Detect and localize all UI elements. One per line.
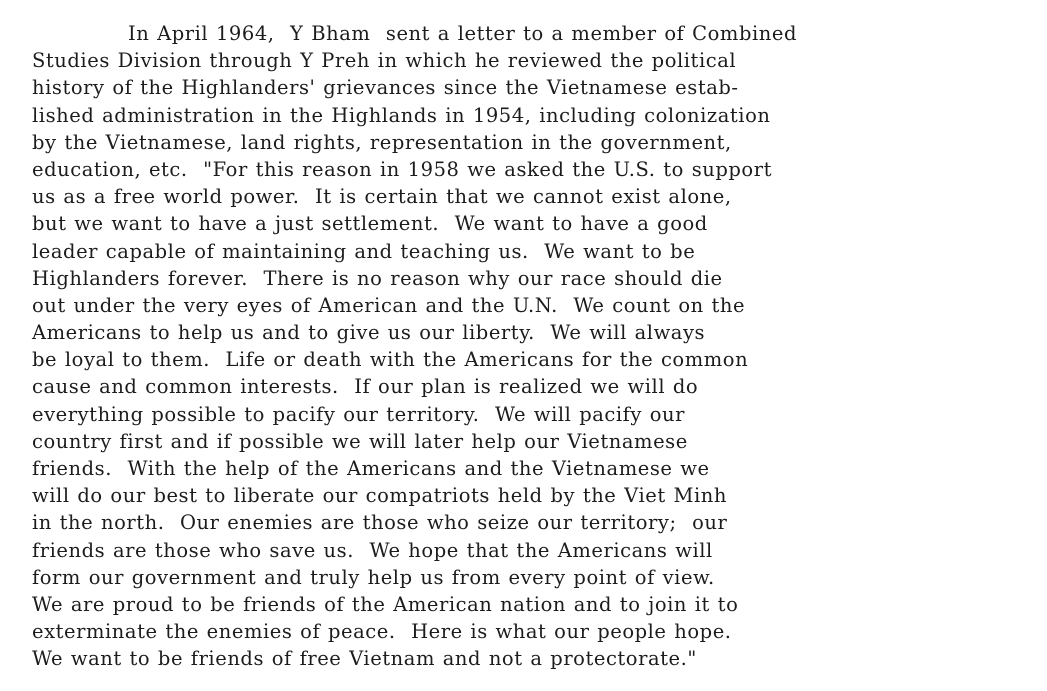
- text-line: lished administration in the Highlands in 1954, including colonization: [32, 103, 771, 127]
- text-line: education, etc. "For this reason in 1958 we asked the U.S. to support: [32, 157, 772, 181]
- text-line: Highlanders forever. There is no reason why our race should die: [32, 266, 723, 290]
- text-line: history of the Highlanders' grievances since the Vietnamese estab-: [32, 76, 739, 100]
- text-line: country first and if possible we will later help our Vietnamese: [32, 429, 688, 453]
- text-line: in the north. Our enemies are those who seize our territory; our: [32, 511, 728, 535]
- text-line: exterminate the enemies of peace. Here is what our people hope.: [32, 620, 732, 644]
- text-line: everything possible to pacify our territory. We will pacify our: [32, 402, 686, 426]
- text-line: out under the very eyes of American and the U.N. We count on the: [32, 293, 746, 317]
- text-line: but we want to have a just settlement. We want to have a good: [32, 212, 708, 236]
- text-line: be loyal to them. Life or death with the Americans for the common: [32, 348, 749, 372]
- text-line: In April 1964, Y Bham sent a letter to a member of Combined: [128, 22, 798, 45]
- text-line: cause and common interests. If our plan is realized we will do: [32, 375, 699, 399]
- paragraph: [32, 20, 932, 673]
- text-line: Americans to help us and to give us our liberty. We will always: [32, 321, 706, 345]
- text-line: friends are those who save us. We hope that the Americans will: [32, 538, 713, 562]
- text-line: Studies Division through Y Preh in which he reviewed the political: [32, 49, 737, 73]
- text-line: leader capable of maintaining and teaching us. We want to be: [32, 239, 696, 263]
- text-line: friends. With the help of the Americans and the Vietnamese we: [32, 457, 710, 480]
- text-line: us as a free world power. It is certain that we cannot exist alone,: [32, 185, 732, 209]
- text-line: We want to be friends of free Vietnam and not a protectorate.": [32, 647, 697, 671]
- text-line: We are proud to be friends of the American nation and to join it to: [32, 592, 739, 616]
- text-line: by the Vietnamese, land rights, representation in the government,: [32, 130, 732, 154]
- text-line: form our government and truly help us from every point of view.: [32, 565, 715, 589]
- text-line: will do our best to liberate our compatriots held by the Viet Minh: [32, 484, 727, 508]
